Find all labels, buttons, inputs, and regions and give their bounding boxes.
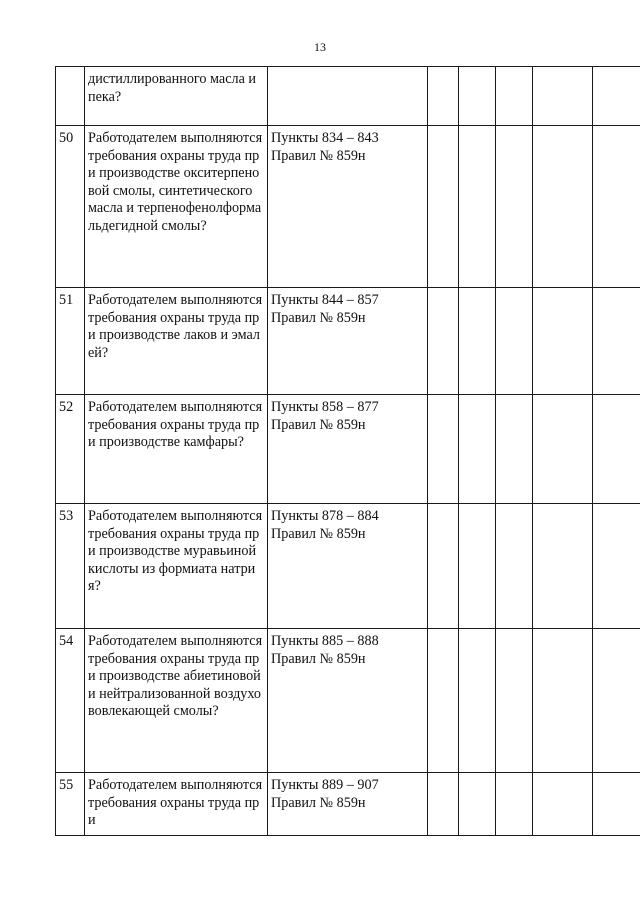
page-number: 13 <box>314 40 326 54</box>
answer-cell-no[interactable] <box>459 504 496 629</box>
row-number: 50 <box>56 126 85 288</box>
table-row <box>56 67 640 126</box>
table-row <box>56 773 640 836</box>
table-row <box>56 504 640 629</box>
requirement-question: Работодателем выполняются требования охраны труда при производстве муравьиной кислоты из формиата натрия? <box>85 504 268 629</box>
checklist-table <box>55 66 640 836</box>
notes-cell[interactable] <box>593 67 640 126</box>
regulation-reference <box>268 67 428 126</box>
notes-cell[interactable] <box>593 504 640 629</box>
answer-cell-no[interactable] <box>459 395 496 504</box>
answer-cell-extra[interactable] <box>533 504 593 629</box>
row-number <box>56 67 85 126</box>
notes-cell[interactable] <box>593 288 640 395</box>
answer-cell-not-applicable[interactable] <box>496 288 533 395</box>
answer-cell-not-applicable[interactable] <box>496 395 533 504</box>
row-number: 51 <box>56 288 85 395</box>
row-number: 52 <box>56 395 85 504</box>
requirement-question: Работодателем выполняются требования охраны труда при производстве камфары? <box>85 395 268 504</box>
notes-cell[interactable] <box>593 629 640 773</box>
regulation-reference: Пункты 858 – 877 Правил № 859н <box>268 395 428 504</box>
answer-cell-yes[interactable] <box>428 288 459 395</box>
row-number: 55 <box>56 773 85 836</box>
table-row <box>56 288 640 395</box>
answer-cell-not-applicable[interactable] <box>496 629 533 773</box>
notes-cell[interactable] <box>593 126 640 288</box>
answer-cell-no[interactable] <box>459 126 496 288</box>
requirement-question: дистиллированного масла и пека? <box>85 67 268 126</box>
table-row <box>56 126 640 288</box>
answer-cell-no[interactable] <box>459 288 496 395</box>
answer-cell-yes[interactable] <box>428 67 459 126</box>
requirement-question: Работодателем выполняются требования охраны труда при <box>85 773 268 836</box>
regulation-reference: Пункты 878 – 884 Правил № 859н <box>268 504 428 629</box>
answer-cell-no[interactable] <box>459 67 496 126</box>
regulation-reference: Пункты 885 – 888 Правил № 859н <box>268 629 428 773</box>
answer-cell-yes[interactable] <box>428 395 459 504</box>
answer-cell-yes[interactable] <box>428 504 459 629</box>
regulation-reference: Пункты 834 – 843 Правил № 859н <box>268 126 428 288</box>
row-number: 54 <box>56 629 85 773</box>
answer-cell-not-applicable[interactable] <box>496 504 533 629</box>
answer-cell-yes[interactable] <box>428 126 459 288</box>
answer-cell-no[interactable] <box>459 773 496 836</box>
notes-cell[interactable] <box>593 395 640 504</box>
answer-cell-not-applicable[interactable] <box>496 126 533 288</box>
answer-cell-extra[interactable] <box>533 67 593 126</box>
notes-cell[interactable] <box>593 773 640 836</box>
table-row <box>56 629 640 773</box>
regulation-reference: Пункты 889 – 907 Правил № 859н <box>268 773 428 836</box>
answer-cell-no[interactable] <box>459 629 496 773</box>
answer-cell-not-applicable[interactable] <box>496 67 533 126</box>
requirement-question: Работодателем выполняются требования охраны труда при производстве абиетиновой и нейтрализованной воздухововлекающей смолы? <box>85 629 268 773</box>
regulation-reference: Пункты 844 – 857 Правил № 859н <box>268 288 428 395</box>
answer-cell-extra[interactable] <box>533 288 593 395</box>
answer-cell-yes[interactable] <box>428 629 459 773</box>
answer-cell-extra[interactable] <box>533 773 593 836</box>
requirement-question: Работодателем выполняются требования охраны труда при производстве окситерпеновой смолы, синтетического масла и терпенофенолформальдегидной смолы? <box>85 126 268 288</box>
answer-cell-extra[interactable] <box>533 126 593 288</box>
requirement-question: Работодателем выполняются требования охраны труда при производстве лаков и эмалей? <box>85 288 268 395</box>
table-row <box>56 395 640 504</box>
answer-cell-extra[interactable] <box>533 395 593 504</box>
answer-cell-extra[interactable] <box>533 629 593 773</box>
row-number: 53 <box>56 504 85 629</box>
answer-cell-yes[interactable] <box>428 773 459 836</box>
answer-cell-not-applicable[interactable] <box>496 773 533 836</box>
